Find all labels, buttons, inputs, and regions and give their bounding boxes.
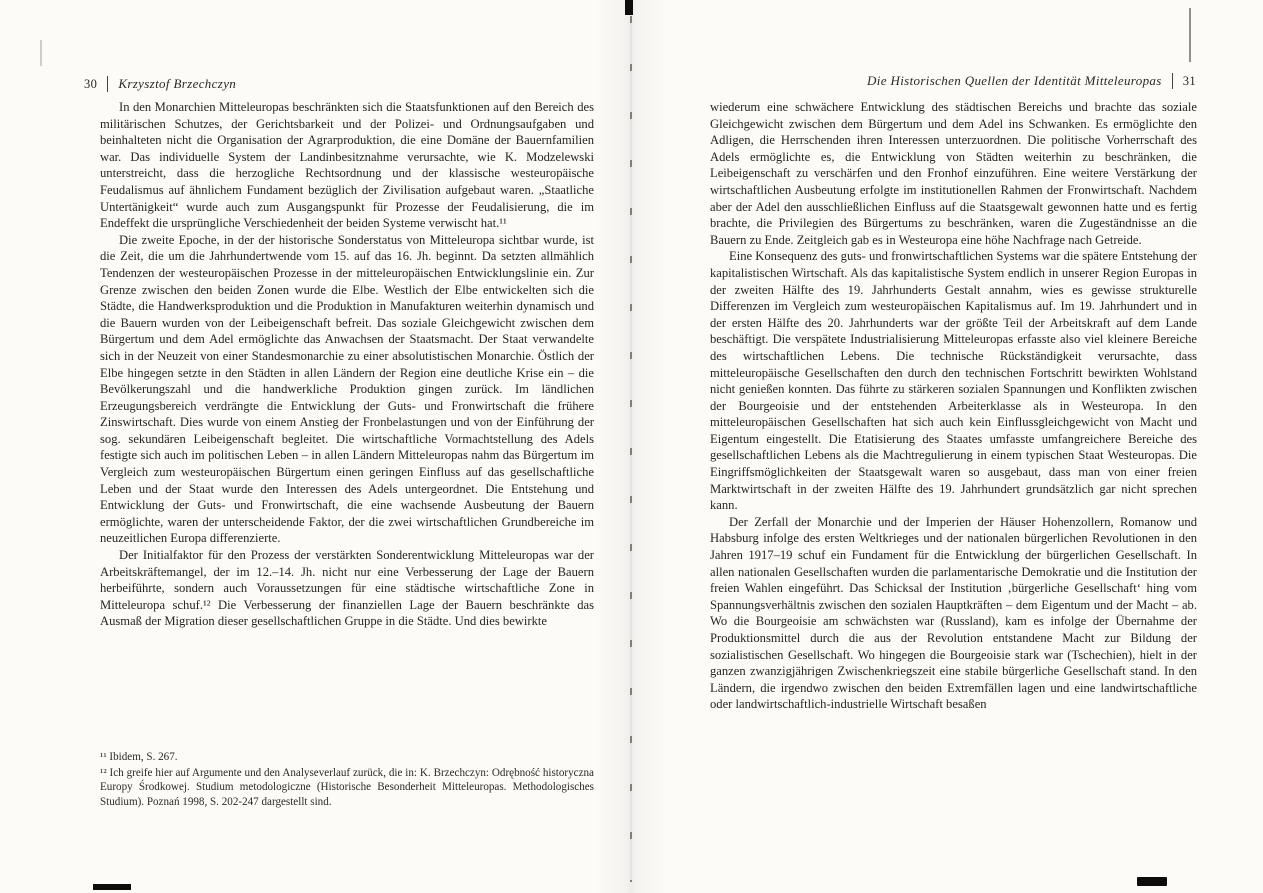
center-fold-line [630,16,632,882]
footnote-12: ¹² Ich greife hier auf Argumente und den Analyseverlauf zurück, die in: K. Brzechczyn: Odrębność historyczna Europy Środkowej. Studium metodologiczne (Historische Besonderheit Mitteleuropas. Methodologisches Studium). Poznań 1998, S. 202-247 dargestellt sind. [100,766,594,808]
paragraph-4: Eine Konsequenz des guts- und fronwirtschaftlichen Systems war die spätere Entstehung der kapitalistischen Wirtschaft. Als das kapitalistische System endlich in unserer Region Europas in der zweiten Hälfte des 19. Jahrhunderts Gestalt annahm, wies es gewisse strukturelle Differenzen im Vergleich zum westeuropäischen Kapitalismus auf. Im 19. Jahrhundert und in der ersten Hälfte des 20. Jahrhunderts war der größte Teil der Arbeitskraft auf dem Lande beschäftigt. Die verspätete Industrialisierung Mitteleuropas erfasste also viel kleinere Bereiche des wirtschaftlichen Lebens. Die technische Rückständigkeit verursachte, dass mitteleuropäische Gesellschaften den durch den technischen Fortschritt bewirkten Wohlstand nicht genießen konnten. Das führte zu stärkeren sozialen Spannungen und Konflikten zwischen der Bourgeoisie und der entstehenden Arbeiterklasse als in Westeuropa. In den mitteleuropäischen Gesellschaften hat sich auch kein Einflussgleichgewicht von Macht und Eigentum eingestellt. Die Etatisierung des Staates umfasste umfangreichere Bereiche des gesellschaftlichen Lebens als die Machtregulierung in einem typischen Staat Westeuropas. Die Eingriffsmöglichkeiten der Staatsgewalt waren so ausgebaut, dass man von einer freien Marktwirtschaft in der zweiten Hälfte des 19. Jahrhundert grundsätzlich gar nicht sprechen kann. [710,249,1197,513]
scan-artifact-left-edge [40,40,42,66]
page-number-right: 31 [1182,73,1196,88]
paragraph-2: Die zweite Epoche, in der der historische Sonderstatus von Mitteleuropa sichtbar wurde, ist die Zeit, die um die Jahrhundertwende vom 15. auf das 16. Jh. beginnt. Da setzten allmählich Tendenzen der westeuropäischen Prozesse in der mitteleuropäischen Entwicklungslinie ein. Zur Grenze zwischen den beiden Zonen wurde die Elbe. Westlich der Elbe entwickelten sich die Städte, die Handwerksproduktion und die Produktion in Manufakturen weiterhin dynamisch und die Bauern wurden von der Leibeigenschaft befreit. Das soziale Gleichgewicht zwischen dem Bürgertum und dem Adel ermöglichte das Anwachsen der Staatsmacht. Der Staat verwandelte sich in der Neuzeit von einer Standesmonarchie zu einer absolutistischen Monarchie. Östlich der Elbe hingegen setzte in den Städten in allen Ländern der Region eine deutliche Krise ein – die Bevölkerungszahl und die handwerkliche Produktion gingen zurück. Im ländlichen Erzeugungsbereich verdrängte die Entwicklung der Guts- und Fronwirtschaft die frühere Zinswirtschaft. Dies wurde von einem Anstieg der Fronbelastungen und von der Einführung der sog. sekundären Leibeigenschaft begleitet. Die wirtschaftliche Vormachtstellung des Adels festigte sich auch im politischen Leben – in allen Ländern Mitteleuropas nahm das Bürgertum im Vergleich zum westeuropäischen Bürgertum einen geringen Einfluss auf das gesellschaftliche Leben und der Staat wurde den Interessen des Adels untergeordnet. Die Entstehung und Entwicklung der Guts- und Fronwirtschaft, die eine wachsende Ausbeutung der Bauern ermöglichte, waren der unterscheidende Faktor, der die zwei wirtschaftlichen Grundbereiche im neuzeitlichen Europa differenzierte. [100,232,594,546]
page-number-left: 30 [84,76,98,91]
running-header-left: Krzysztof Brzechczyn [118,76,237,91]
header-divider-right [1172,73,1173,89]
running-header-right: Die Historischen Quellen der Identität Mitteleuropas [867,73,1162,88]
scan-artifact-bottom-right [1137,877,1167,886]
paragraph-3: Der Initialfaktor für den Prozess der verstärkten Sonderentwicklung Mitteleuropas war der Arbeitskräftemangel, der im 12.–14. Jh. nicht nur eine Verbesserung der Lage der Bauern herbeiführte, sondern auch Voraussetzungen für eine städtische wirtschaftliche Zone in Mitteleuropa schuf.¹² Die Verbesserung der finanziellen Lage der Bauern beschränkte das Ausmaß der Migration dieser gesellschaftlichen Gruppe in die Städte. Und dies bewirkte [100,548,594,629]
page-header-left [84,76,236,92]
paragraph-continuation: wiederum eine schwächere Entwicklung des städtischen Bereichs und brachte das soziale Gleichgewicht zwischen dem Bürgertum und dem Adel ins Schwanken. Es ermöglichte den Adligen, die Herrschenden ihren Interessen unterzuordnen. Die politische Vorherrschaft des Adels ermöglichte es, die Entwicklung von Städten weiterhin zu beschränken, die Leibeigenschaft zu verschärfen und den Fronhof einzuführen. Eine weitere Verstärkung der wirtschaftlichen Ausbeutung erfolgte im institutionellen Rahmen der Fronwirtschaft. Nachdem aber der Adel den ausschließlichen Einfluss auf die Staatsgewalt gewonnen hatte und es fertig brachte, die Privilegien des Bürgertums zu beschränken, waren die Zugeständnisse an die Bauern zu Ende. Zeitgleich gab es in Westeuropa eine höhe Nachfrage nach Getreide. [710,100,1197,247]
header-divider-left [107,76,108,92]
paragraph-1: In den Monarchien Mitteleuropas beschränkten sich die Staatsfunktionen auf den Bereich des militärischen Schutzes, der Gerichtsbarkeit und der Polizei- und Ordnungsaufgaben und beinhalteten nicht die Organisation der Agrarproduktion, die eine Domäne der Bauernfamilien war. Das individuelle System der Landinbesitznahme verursachte, wie K. Modzelewski unterstreicht, dass die herzogliche Rechtsordnung und der klassische westeuropäische Feudalismus auf ähnlichem Fundament bezüglich der Zivilisation aufgebaut waren. „Staatliche Untertänigkeit“ wurde auch zum Ausgangspunkt für Prozesse der Feudalisierung, die im Endeffekt die ursprüngliche Verschiedenheit der beiden Systeme verwischt hat.¹¹ [100,100,594,231]
scan-artifact-bottom-left [93,884,131,890]
scan-artifact-right-edge [1189,8,1191,62]
footnotes [100,750,594,810]
body-text-left [100,99,594,630]
body-text-right [710,99,1197,713]
scan-artifact-top-fold [625,0,633,15]
footnote-11: ¹¹ Ibidem, S. 267. [100,751,178,763]
page-header-right [867,73,1196,89]
paragraph-5: Der Zerfall der Monarchie und der Imperien der Häuser Hohenzollern, Romanow und Habsburg infolge des ersten Weltkrieges und der nationalen bürgerlichen Revolutionen in den Jahren 1917–19 schuf ein Fundament für die Entwicklung der bürgerlichen Gesellschaft. In allen nationalen Gesellschaften wurden die parlamentarische Demokratie und die Institution der freien Wahlen eingeführt. Das Schicksal der Institution ‚bürgerliche Gesellschaft‘ hing vom Spannungsverhältnis zwischen den sozialen Hauptkräften – dem Eigentum und der Macht – ab. Wo die Bourgeoisie am schwächsten war (Russland), kam es infolge der Übernahme der Produktionsmittel durch die aus der Revolution entstandene Macht zur Bildung der sozialistischen Gesellschaft. Wo hingegen die Bourgeoisie stark war (Tschechien), hielt in der ganzen zwanzigjährigen Zwischenkriegszeit eine stabile bürgerliche Gesellschaft stand. In den Ländern, die irgendwo zwischen den beiden Extremfällen lagen und eine landwirtschaftliche oder landwirtschaftlich-industrielle Wirtschaft besaßen [710,514,1197,712]
